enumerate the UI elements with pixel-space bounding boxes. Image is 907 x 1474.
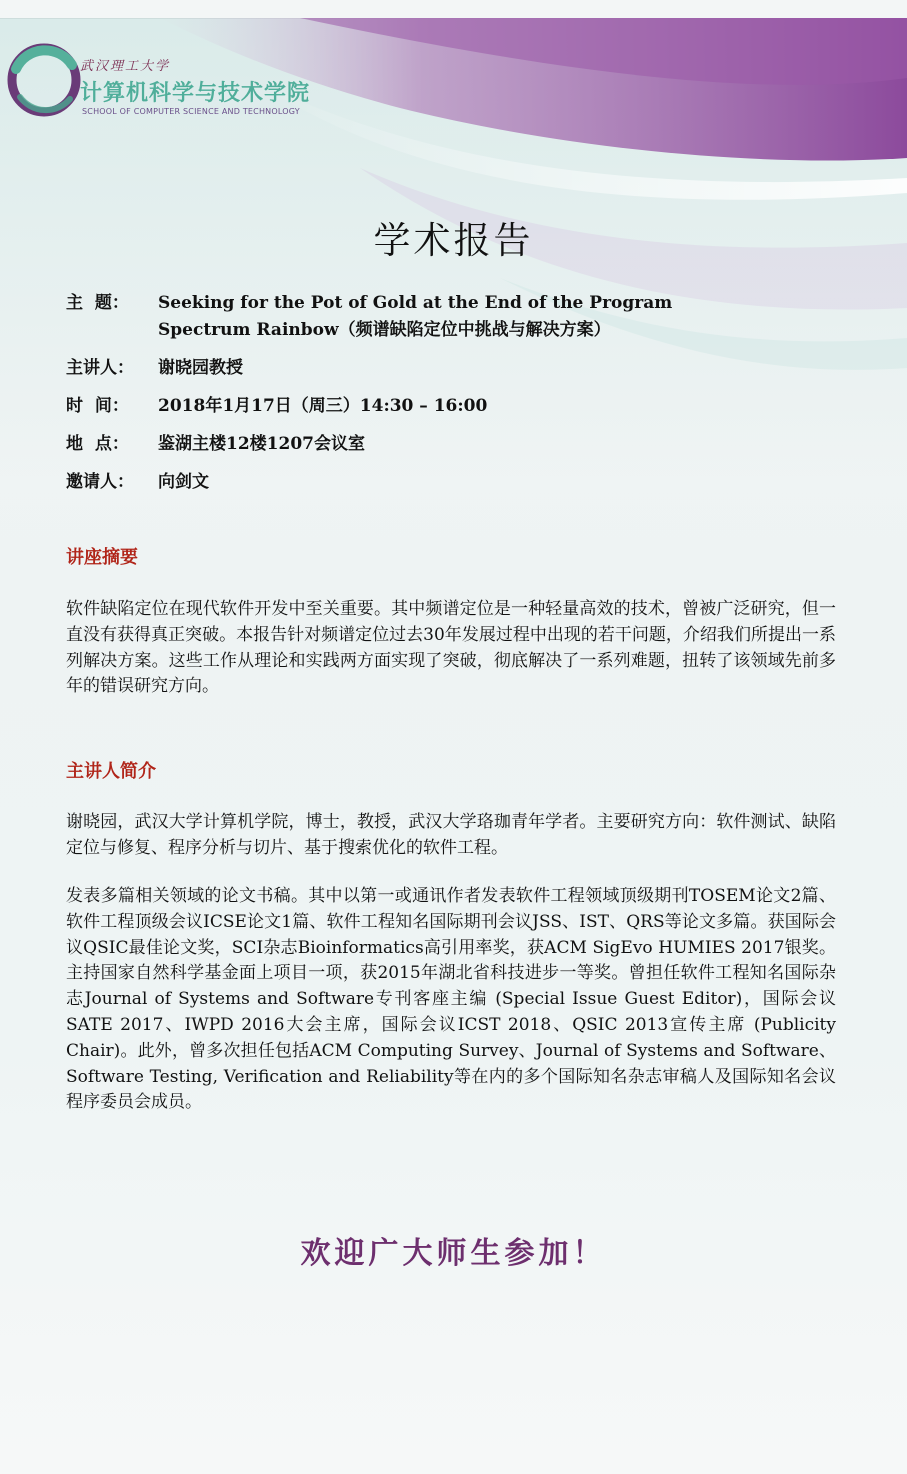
event-info (66, 290, 866, 507)
page-title: 学术报告 (373, 219, 534, 262)
bio-paragraph-1: 谢晓园，武汉大学计算机学院，博士，教授，武汉大学珞珈青年学者。主要研究方向：软件测试、缺陷定位与修复、程序分析与切片、基于搜索优化的软件工程。 (66, 812, 836, 858)
host-label: 邀请人： (66, 472, 134, 492)
university-name-script: 武汉理工大学 (80, 59, 171, 74)
time-value: 2018年1月17日（周三）14:30 – 16:00 (158, 396, 488, 416)
welcome-message: 欢迎广大师生参加！ (300, 1236, 607, 1271)
host-value: 向剑文 (158, 472, 209, 492)
place-row (66, 431, 866, 458)
bio-paragraph-2: 发表多篇相关领域的论文书稿。其中以第一或通讯作者发表软件工程领域顶级期刊TOSEM论文2篇、软件工程顶级会议ICSE论文1篇、软件工程知名国际期刊会议JSS、IST、QRS等论文多篇。获国际会议QSIC最佳论文奖，SCI杂志Bioinformatics高引用率奖，获ACM SigEvo HUMIES 2017银奖。主持国家自然科学基金面上项目一项，获2015年湖北省科技进步一等奖。曾担任软件工程知名国际杂志Journal of Systems and Software专刊客座主编 (Special Issue Guest Editor)，国际会议SATE 2017、IWPD 2016大会主席，国际会议ICST 2018、QSIC 2013宣传主席 (Publicity Chair)。此外，曾多次担任包括ACM Computing Survey、Journal of Systems and Software、Software Testing, Verification and Reliability等在内的多个国际知名杂志审稿人及国际知名会议程序委员会成员。 (66, 886, 836, 1113)
abstract-heading: 讲座摘要 (66, 547, 138, 568)
topic-line-1: Seeking for the Pot of Gold at the End of the Program (158, 293, 673, 313)
college-logo-icon (0, 35, 90, 125)
place-label: 地 点： (66, 434, 129, 454)
place-value: 鉴湖主楼12楼1207会议室 (158, 434, 365, 454)
topic-row (66, 290, 866, 344)
college-name-cn: 计算机科学与技术学院 (80, 81, 311, 106)
speaker-label: 主讲人： (66, 358, 134, 378)
time-label: 时 间： (66, 396, 129, 416)
speaker-value: 谢晓园教授 (158, 358, 243, 378)
time-row (66, 393, 866, 420)
abstract-text: 软件缺陷定位在现代软件开发中至关重要。其中频谱定位是一种轻量高效的技术，曾被广泛研究，但一直没有获得真正突破。本报告针对频谱定位过去30年发展过程中出现的若干问题，介绍我们所提出一系列解决方案。这些工作从理论和实践两方面实现了突破，彻底解决了一系列难题，扭转了该领域先前多年的错误研究方向。 (66, 599, 836, 697)
bio-heading: 主讲人简介 (66, 761, 156, 782)
topic-label: 主 题： (66, 293, 129, 313)
speaker-row (66, 355, 866, 382)
topic-value (158, 290, 866, 344)
topic-line-2: Spectrum Rainbow（频谱缺陷定位中挑战与解决方案） (158, 320, 611, 340)
host-row (66, 469, 866, 496)
college-name-en: SCHOOL OF COMPUTER SCIENCE AND TECHNOLOGY (82, 107, 300, 116)
